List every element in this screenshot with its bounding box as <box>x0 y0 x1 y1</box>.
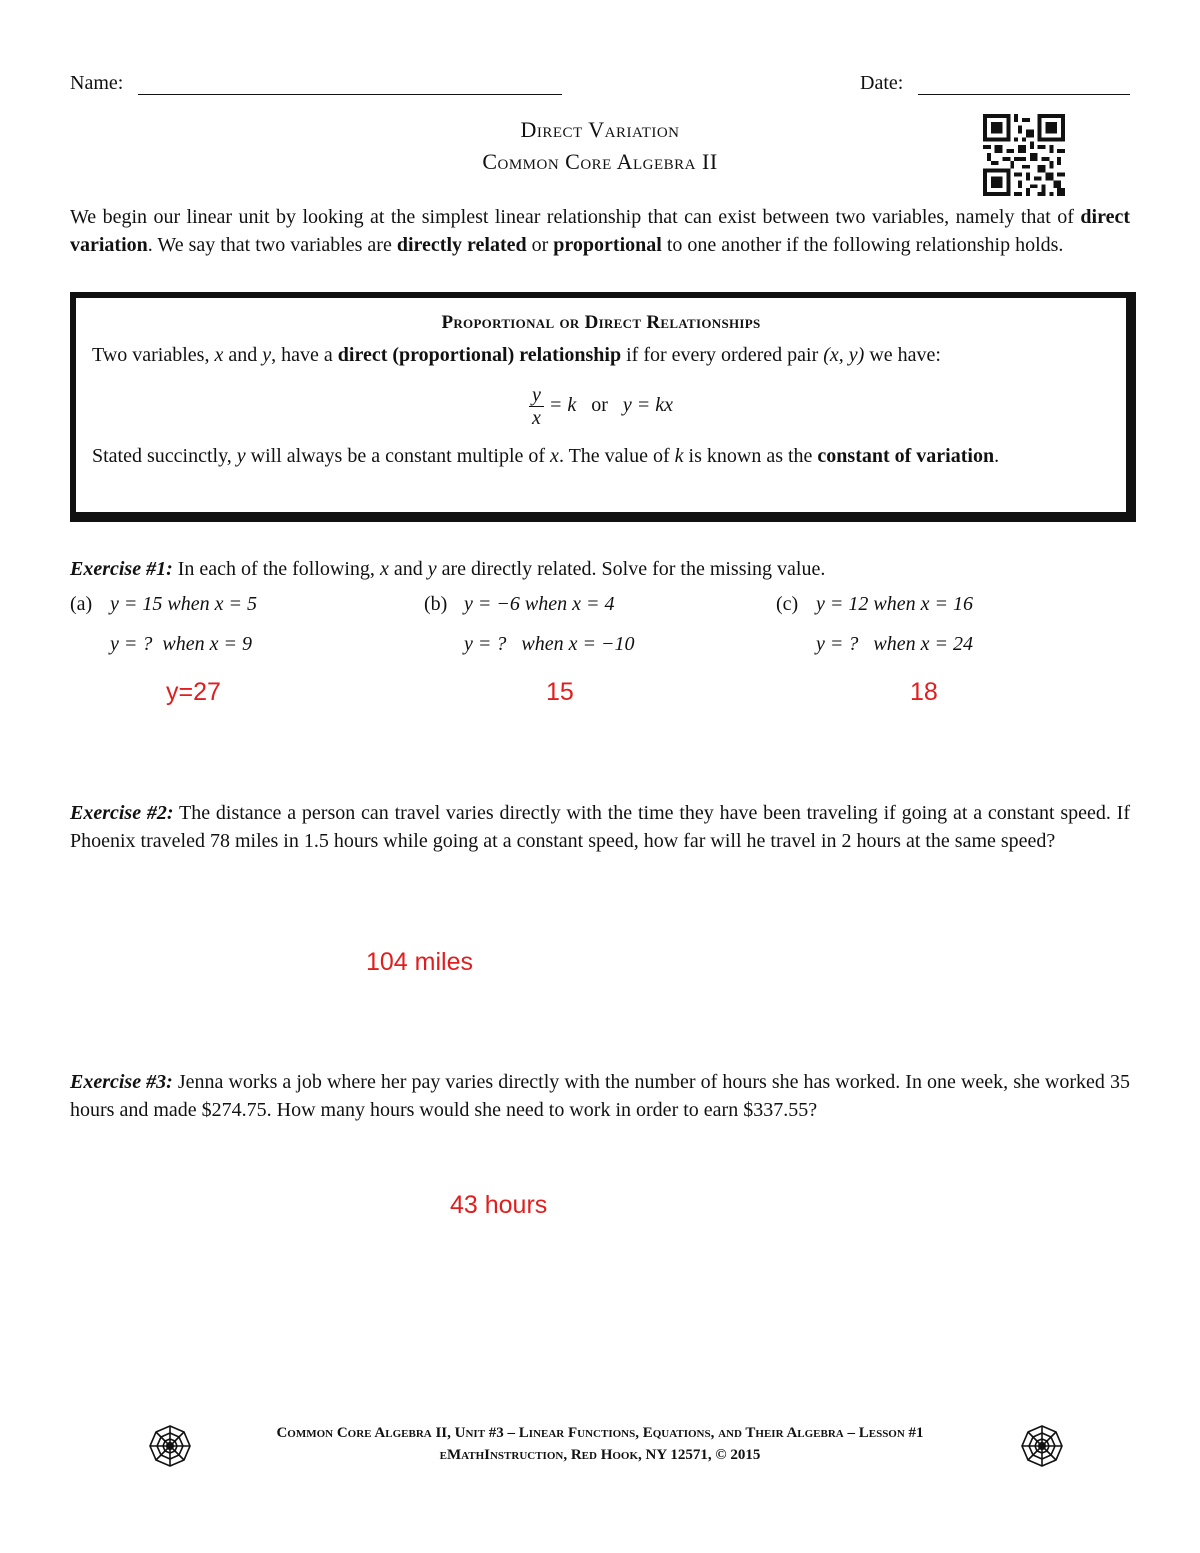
intro-paragraph: We begin our linear unit by looking at the simplest linear relationship that can exist between two variables, namely that of direct variation. We say that two variables are directly related or proportional to one another if the following relationship holds. <box>70 206 1130 256</box>
definition-statement: Two variables, x and y, have a direct (proportional) relationship if for every ordered pair (x, y) we have: <box>92 344 941 366</box>
exercise-1c-answer: 18 <box>910 678 938 706</box>
definition-formula: $\frac{y}{x}$ = k or y = kx <box>76 384 1126 429</box>
name-label: Name: <box>70 72 124 94</box>
exercise-1b-question: y = ? when x = −10 <box>464 633 635 655</box>
exercise-1-prompt: Exercise #1: In each of the following, x and y are directly related. Solve for the missing value. <box>70 558 826 580</box>
exercise-1c-given: y = 12 when x = 16 <box>816 593 973 615</box>
exercise-2-answer: 104 miles <box>366 948 473 976</box>
exercise-1a-label: (a) <box>70 593 93 615</box>
definition-box-title: Proportional or Direct Relationships <box>441 312 761 333</box>
formula-fraction: $\frac{y}{x}$ <box>529 384 544 429</box>
exercise-1b-answer: 15 <box>546 678 574 706</box>
definition-box <box>74 296 1128 514</box>
date-label: Date: <box>860 72 904 94</box>
qr-code-icon <box>982 114 1066 196</box>
name-field-line[interactable] <box>138 94 562 95</box>
exercise-3-prompt: Exercise #3: Jenna works a job where her pay varies directly with the number of hours she has worked. In one week, she worked 35 hours and made $274.75. How many hours would she need to work in order to earn $337.55? <box>70 1071 1130 1121</box>
exercise-1a-given: y = 15 when x = 5 <box>110 593 257 615</box>
page-subtitle: Common Core Algebra II <box>482 149 718 174</box>
date-field-line[interactable] <box>918 94 1130 95</box>
exercise-1a-question: y = ? when x = 9 <box>110 633 252 655</box>
exercise-3-answer: 43 hours <box>450 1191 548 1219</box>
exercise-1b-label: (b) <box>424 593 448 615</box>
page-title: Direct Variation <box>520 117 680 142</box>
exercise-1b-given: y = −6 when x = 4 <box>464 593 615 615</box>
exercise-1c-question: y = ? when x = 24 <box>816 633 973 655</box>
exercise-1a-answer: y=27 <box>166 678 221 706</box>
footer-publisher-line: eMathInstruction, Red Hook, NY 12571, © 2015 <box>439 1447 761 1463</box>
definition-summary: Stated succinctly, y will always be a constant multiple of x. The value of k is known as the constant of variation. <box>92 445 1000 467</box>
exercise-1c-label: (c) <box>776 593 799 615</box>
footer-course-line: Common Core Algebra II, Unit #3 – Linear Functions, Equations, and Their Algebra – Lesson #1 <box>276 1425 924 1441</box>
exercise-2-prompt: Exercise #2: The distance a person can travel varies directly with the time they have been traveling if going at a constant speed. If Phoenix traveled 78 miles in 1.5 hours while going at a constant speed, how far will he travel in 2 hours at the same speed? <box>70 802 1130 852</box>
